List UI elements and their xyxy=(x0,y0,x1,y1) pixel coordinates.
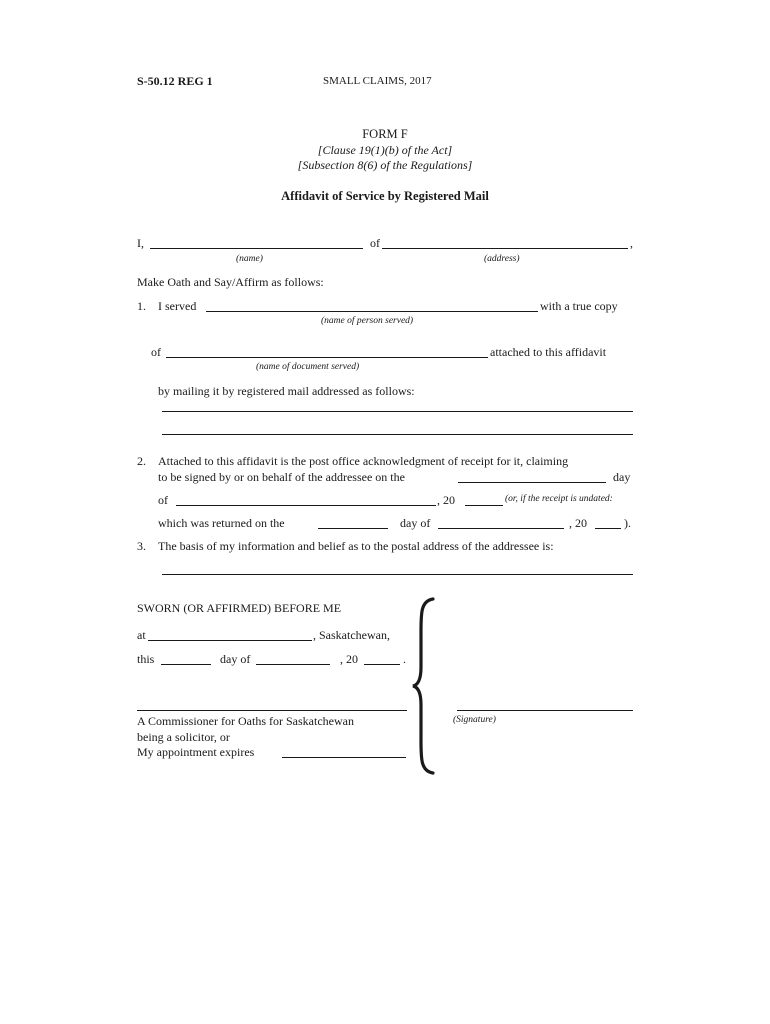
item3-number: 3. xyxy=(137,539,146,553)
form-heading: Affidavit of Service by Registered Mail xyxy=(281,189,489,203)
mailing-address-line-1[interactable] xyxy=(162,411,633,412)
sworn-day-of-label: day of xyxy=(220,652,251,666)
signature-caption: (Signature) xyxy=(453,715,496,725)
returned-date-field[interactable] xyxy=(318,528,388,529)
document-served-caption: (name of document served) xyxy=(256,362,360,372)
address-field[interactable] xyxy=(382,248,628,249)
undated-note: (or, if the receipt is undated: xyxy=(505,494,613,504)
commissioner-label: A Commissioner for Oaths for Saskatchewan xyxy=(137,714,354,728)
intro-comma: , xyxy=(630,236,633,250)
returned-year-field[interactable] xyxy=(595,528,621,529)
address-caption: (address) xyxy=(484,254,520,264)
document-served-field[interactable] xyxy=(166,357,488,358)
curly-brace-icon xyxy=(411,597,437,775)
item1-number: 1. xyxy=(137,299,146,313)
subsection-reference: [Subsection 8(6) of the Regulations] xyxy=(297,158,473,172)
solicitor-label: being a solicitor, or xyxy=(137,730,230,744)
item3-text: The basis of my information and belief as to the postal address of the addressee is: xyxy=(158,539,554,553)
sworn-period: . xyxy=(403,652,406,666)
sworn-day-field[interactable] xyxy=(161,664,211,665)
running-title: SMALL CLAIMS, 2017 xyxy=(323,75,432,87)
item2-line2: to be signed by or on behalf of the addressee on the xyxy=(158,470,405,484)
returned-close: ). xyxy=(624,516,631,530)
oath-statement: Make Oath and Say/Affirm as follows: xyxy=(137,275,324,289)
acknowledgment-year-field[interactable] xyxy=(465,505,503,506)
appointment-label: My appointment expires xyxy=(137,745,255,759)
item2-number: 2. xyxy=(137,454,146,468)
at-label: at xyxy=(137,628,146,642)
returned-day-of-label: day of xyxy=(400,516,431,530)
sworn-year-label: , 20 xyxy=(340,652,358,666)
true-copy-label: with a true copy xyxy=(540,299,618,313)
sworn-month-field[interactable] xyxy=(256,664,330,665)
served-label: I served xyxy=(158,299,197,313)
name-field[interactable] xyxy=(150,248,363,249)
mailing-statement: by mailing it by registered mail addressed as follows: xyxy=(158,384,415,398)
appointment-expiry-field[interactable] xyxy=(282,757,406,758)
item2-of-label: of xyxy=(158,493,168,507)
sworn-location-field[interactable] xyxy=(148,640,312,641)
regulation-number: S-50.12 REG 1 xyxy=(137,74,213,88)
deponent-signature-field[interactable] xyxy=(457,710,633,711)
returned-year-label: , 20 xyxy=(569,516,587,530)
commissioner-signature-field[interactable] xyxy=(137,710,407,711)
sworn-heading: SWORN (OR AFFIRMED) BEFORE ME xyxy=(137,601,342,615)
acknowledgment-date-field[interactable] xyxy=(458,482,606,483)
information-basis-field[interactable] xyxy=(162,574,633,575)
person-served-field[interactable] xyxy=(206,311,538,312)
item1-of-label: of xyxy=(151,345,161,359)
person-served-caption: (name of person served) xyxy=(321,316,414,326)
returned-label: which was returned on the xyxy=(158,516,285,530)
item2-line1: Attached to this affidavit is the post office acknowledgment of receipt for it, claiming xyxy=(158,454,569,468)
sworn-year-field[interactable] xyxy=(364,664,400,665)
form-title: FORM F xyxy=(362,127,408,141)
this-label: this xyxy=(137,652,155,666)
province-label: , Saskatchewan, xyxy=(313,628,390,642)
item2-year-label: , 20 xyxy=(437,493,455,507)
i-label: I, xyxy=(137,236,144,250)
name-caption: (name) xyxy=(236,254,263,264)
item2-day-label: day xyxy=(613,470,631,484)
mailing-address-line-2[interactable] xyxy=(162,434,633,435)
acknowledgment-month-field[interactable] xyxy=(176,505,436,506)
of-label: of xyxy=(370,236,380,250)
returned-month-field[interactable] xyxy=(438,528,564,529)
clause-reference: [Clause 19(1)(b) of the Act] xyxy=(317,143,453,157)
attached-label: attached to this affidavit xyxy=(490,345,607,359)
